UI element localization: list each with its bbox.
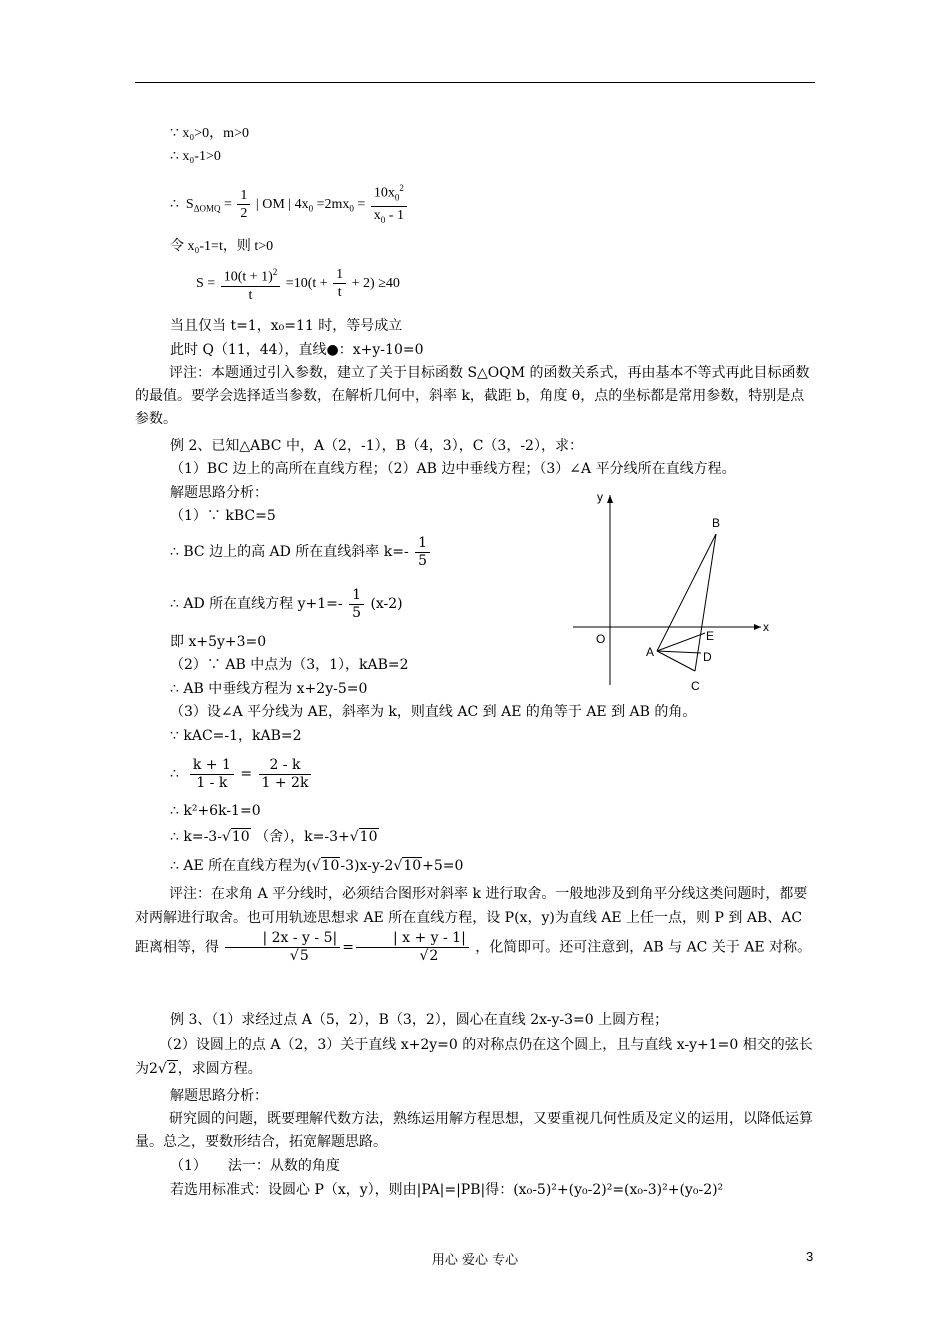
line-14: 即 x+5y+3=0 (170, 634, 267, 650)
line-ad-equation: ∴ AD 所在直线方程 y+1=- $\frac{1}{5}$ (x-2) (170, 586, 403, 621)
line-18: ∵ kAC=-1，kAB=2 (170, 728, 302, 744)
method-one: （1） 法一：从数的角度 (170, 1158, 340, 1174)
label-x: x (763, 620, 769, 634)
line-6: 当且仅当 t=1，x₀=11 时，等号成立 (170, 318, 403, 334)
x-axis-arrow (754, 624, 761, 630)
line-7: 此时 Q（11，44），直线●：x+y-10=0 (170, 342, 424, 358)
label-e: E (706, 629, 715, 643)
page-number: 3 (806, 1249, 814, 1264)
example-3-title: 例 3、（1）求经过点 A（5，2），B（3，2），圆心在直线 2x-y-3=0 上圆方程； (170, 1012, 669, 1028)
label-c: C (691, 679, 700, 693)
page-footer: 用心 爱心 专心 (431, 1253, 519, 1268)
header-rule (135, 82, 815, 83)
comment-2: 评注：在求角 A 平分线时，必须结合图形对斜率 k 进行取舍。一般地涉及到角平分线这类问题时，都要对两解进行取舍。也可用轨迹思想求 AE 所在直线方程，设 P(x，y)为直线 AE 上任一点，则 P 到 AB、AC 距离相等，得 $\frac{| 2x - y - 5|}{√5}$ = $\frac{| x + y - 1|}{√2}$ ，化简即可。还可注意到，AB 与 AC 关于 AE 对称。 (135, 886, 812, 964)
analysis-heading-2: 解题思路分析： (170, 1088, 268, 1104)
line-slope-ad: ∴ BC 边上的高 AD 所在直线斜率 k=- $\frac{1}{5}$ (170, 532, 432, 572)
line-s-omq: ∴ $S_{\Delta OMQ}$ = $\frac{1}{2}$ | OM | $4x_0 =2mx_0$ = $\frac{10x_0^2}{x_0 - 1}$ (170, 180, 409, 229)
line-ae-equation: ∴ AE 所在直线方程为(√10-3)x-y-2√10+5=0 (170, 858, 464, 874)
line-1: ∵ x₀>0，m>0 (170, 126, 249, 141)
line-kbc: （1）∵ kBC=5 (170, 508, 276, 524)
y-axis-arrow (607, 495, 613, 503)
line-15: （2）∵ AB 中点为（3，1），kAB=2 (170, 657, 409, 673)
line-17: （3）设∠A 平分线为 AE，斜率为 k，则直线 AC 到 AE 的角等于 AE 到 AB 的角。 (170, 704, 697, 720)
segment-ad (657, 651, 701, 653)
comment-1: 评注：本题通过引入参数，建立了关于目标函数 S△OQM 的函数关系式，再由基本不等式再此目标函数的最值。要学会选择适当参数，在解析几何中，斜率 k，截距 b，角度 θ，点的坐标都是常用参数，特别是点参数。 (135, 365, 810, 427)
line-4: 令 x₀-1=t，则 t>0 (170, 239, 274, 254)
line-20: ∴ k²+6k-1=0 (170, 803, 261, 819)
example-3-part-2: （2）设圆上的点 A（2，3）关于直线 x+2y=0 的对称点仍在这个圆上，且与直线 x-y+1=0 相交的弦长为2√2，求圆方程。 (135, 1037, 813, 1077)
line-angle-eq: ∴ $\frac{k + 1}{1 - k}$ = $\frac{2 - k}{1 + 2k}$ (170, 752, 313, 796)
example-2-questions: （1）BC 边上的高所在直线方程；（2）AB 边中垂线方程；（3）∠A 平分线所在直线方程。 (170, 461, 736, 477)
line-s-t: S = $\frac{10(t + 1)^2}{t}$ =10(t + $\frac{1}{t}$ + 2) ≥40 (196, 264, 400, 304)
line-2: ∴ x₀-1>0 (170, 149, 221, 164)
label-b: B (712, 516, 721, 530)
line-16: ∴ AB 中垂线方程为 x+2y-5=0 (170, 681, 368, 697)
label-d: D (703, 650, 712, 664)
example-2-title: 例 2、已知△ABC 中，A（2，-1），B（4，3），C（3，-2），求： (170, 438, 583, 454)
standard-form-line: 若选用标准式：设圆心 P（x，y），则由|PA|=|PB|得：(x₀-5)²+(y₀-2)²=(x₀-3)²+(y₀-2)² (170, 1182, 724, 1198)
label-o: O (596, 632, 606, 646)
triangle-figure (565, 485, 785, 695)
segment-ac (657, 651, 695, 671)
label-y: y (597, 490, 603, 504)
analysis-paragraph: 研究圆的问题，既要理解代数方法，熟练运用解方程思想，又要重视几何性质及定义的运用，以降低运算量。总之，要数形结合，拓宽解题思路。 (135, 1111, 813, 1150)
label-a: A (646, 645, 655, 659)
analysis-heading-1: 解题思路分析： (170, 485, 268, 501)
line-k-values: ∴ k=-3-√10 （舍），k=-3+√10 (170, 829, 378, 845)
